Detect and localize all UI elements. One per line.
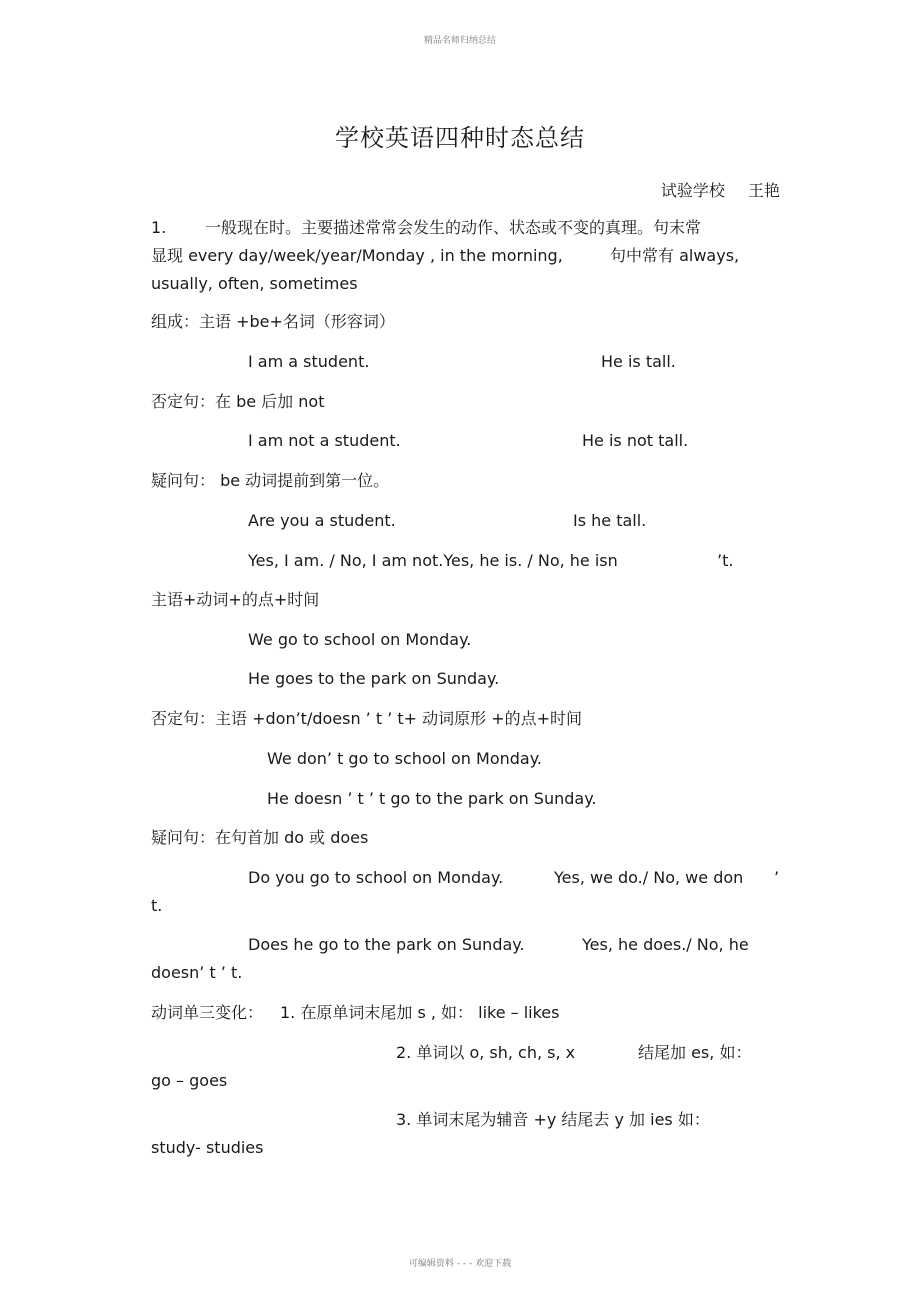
be-negative-example-2: He is not tall. [582, 431, 689, 450]
third-person-rule-3-example: study- studies [151, 1138, 264, 1157]
intro-line-1: 一般现在时。主要描述常常会发生的动作、状态或不变的真理。句末常 [205, 218, 702, 237]
verb-form: 主语+动词+的点+时间 [151, 590, 320, 609]
be-example-1: I am a student. [248, 352, 370, 371]
section-number: 1. [151, 218, 167, 237]
be-answer-example: Yes, I am. / No, I am not.Yes, he is. / No, he isn [248, 551, 618, 570]
page-footer: 可编辑资料 - - - 欢迎下载 [408, 1259, 512, 1269]
third-person-rule-2-example: go – goes [151, 1071, 228, 1090]
intro-line-2b: 句中常有 always, [610, 246, 740, 265]
third-person-label: 动词单三变化： [151, 1003, 264, 1022]
verb-answer-1-apostrophe: ’ [774, 868, 780, 887]
third-person-rule-1: 1. 在原单词末尾加 s , 如： like – likes [280, 1003, 560, 1022]
intro-line-2a: 显现 every day/week/year/Monday , in the morning, [151, 246, 563, 265]
be-example-2: He is tall. [601, 352, 676, 371]
be-question-rule: 疑问句： be 动词提前到第一位。 [151, 471, 390, 490]
be-negative-example-1: I am not a student. [248, 431, 401, 450]
be-form: 组成：主语 +be+名词（形容词） [151, 312, 395, 331]
author-line: 试验学校 王艳 [660, 181, 780, 200]
be-question-example-1: Are you a student. [248, 511, 396, 530]
verb-question-example-1: Do you go to school on Monday. [248, 868, 504, 887]
verb-answer-2: Yes, he does./ No, he [582, 935, 749, 954]
verb-answer-1-tail: t. [151, 896, 163, 915]
be-answer-tail: ’t. [717, 551, 734, 570]
verb-question-rule: 疑问句：在句首加 do 或 does [151, 828, 369, 847]
be-question-example-2: Is he tall. [573, 511, 647, 530]
verb-negative-example-1: We don’ t go to school on Monday. [267, 749, 542, 768]
verb-negative-example-2: He doesn ’ t ’ t go to the park on Sunday. [267, 789, 597, 808]
third-person-rule-2: 2. 单词以 o, sh, ch, s, x [396, 1043, 576, 1062]
verb-answer-2-tail: doesn’ t ’ t. [151, 963, 243, 982]
verb-question-example-2: Does he go to the park on Sunday. [248, 935, 525, 954]
third-person-rule-2-tail: 结尾加 es, 如： [638, 1043, 752, 1062]
page-header: 精品名师归纳总结 [423, 36, 496, 46]
verb-example-1: We go to school on Monday. [248, 630, 472, 649]
third-person-rule-3: 3. 单词末尾为辅音 +y 结尾去 y 加 ies 如： [396, 1110, 710, 1129]
be-negative-rule: 否定句：在 be 后加 not [151, 392, 325, 411]
verb-negative-rule: 否定句：主语 +don’t/doesn ’ t ’ t+ 动词原形 +的点+时间 [151, 709, 583, 728]
document-title: 学校英语四种时态总结 [335, 124, 585, 152]
verb-example-2: He goes to the park on Sunday. [248, 669, 500, 688]
verb-answer-1: Yes, we do./ No, we don [554, 868, 744, 887]
intro-line-3: usually, often, sometimes [151, 274, 358, 293]
